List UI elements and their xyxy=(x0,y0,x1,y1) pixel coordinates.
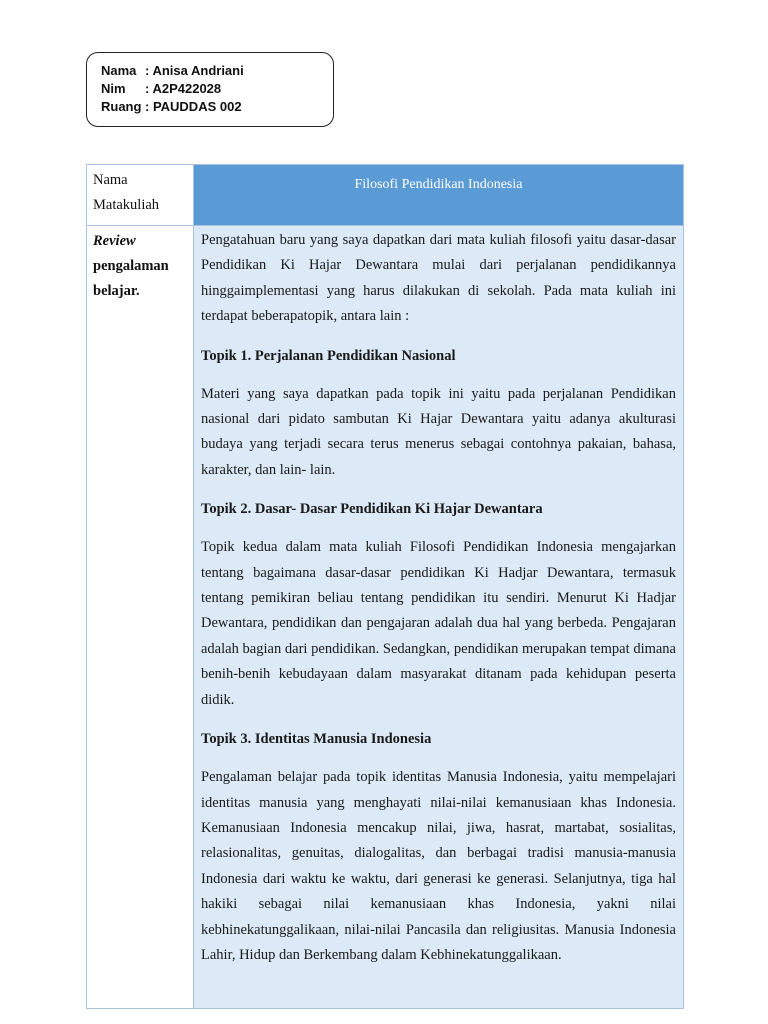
topic-2-title: Topik 2. Dasar- Dasar Pendidikan Ki Hajar Dewantara xyxy=(201,501,543,518)
course-name-label-line1: Nama xyxy=(93,172,128,188)
nim-row xyxy=(101,80,333,98)
student-identity-box xyxy=(86,52,334,127)
name-label: Nama xyxy=(101,63,137,78)
review-label-line2: pengalaman xyxy=(93,258,169,274)
topic-3-body: Pengalaman belajar pada topik identitas Manusia Indonesia, yaitu mempelajari identitas manusia yang menghayati nilai-nilai kemanusiaan khas Indonesia. Kemanusiaan Indonesia mencakup nilai, jiwa, hasrat, martabat, sosialitas, relasionalitas, genuitas, dialogalitas, dan berbagai tradisi manusia-manusia Indonesia dari waktu ke waktu, dari generasi ke generasi. Selanjutnya, tiga hal hakiki sebagai nilai kemanusiaan khas Indonesia, yakni nilai kebhinekatunggalikaan, nilai-nilai Pancasila dan religiusitas. Manusia Indonesia Lahir, Hidup dan Berkembang dalam Kebhinekatunggalikaan. xyxy=(201,769,676,963)
course-title-cell xyxy=(194,165,683,226)
course-name-label-cell xyxy=(87,165,194,226)
nim-label: Nim xyxy=(101,81,126,96)
review-label-cell xyxy=(87,226,194,1008)
course-title: Filosofi Pendidikan Indonesia xyxy=(354,177,523,192)
topic-3-title: Topik 3. Identitas Manusia Indonesia xyxy=(201,731,432,748)
room-row xyxy=(101,98,333,116)
room-label: Ruang xyxy=(101,99,142,114)
topic-2-body: Topik kedua dalam mata kuliah Filosofi Pendidikan Indonesia mengajarkan tentang bagaimana dasar-dasar pendidikan Ki Hadjar Dewantara, termasuk tentang pemikiran beliau tentang pendidikan itu sendiri. Menurut Ki Hadjar Dewantara, pendidikan dan pengajaran adalah dua hal yang berbeda. Pengajaran adalah bagian dari pendidikan. Sedangkan, pendidikan merupakan tempat dimana benih-benih kebudayaan dalam masyarakat ditanam pada kehidupan peserta didik. xyxy=(201,539,676,708)
name-row xyxy=(101,62,333,80)
review-label-line1: Review xyxy=(93,233,136,249)
course-name-label-line2: Matakuliah xyxy=(93,197,160,213)
topic-1-title: Topik 1. Perjalanan Pendidikan Nasional xyxy=(201,347,456,364)
intro-paragraph: Pengatahuan baru yang saya dapatkan dari mata kuliah filosofi yaitu dasar-dasar Pendidikan Ki Hajar Dewantara mulai dari perjalanan pendidikannya hinggaimplementasi yang harus dilakukan di sekolah. Pada mata kuliah ini terdapat beberapatopik, antara lain : xyxy=(201,232,676,325)
review-content-cell xyxy=(194,226,683,1008)
review-label-line3: belajar. xyxy=(93,283,140,299)
nim-value: : A2P422028 xyxy=(145,81,222,96)
room-value: : PAUDDAS 002 xyxy=(145,99,242,114)
course-review-table xyxy=(86,164,684,1009)
name-value: : Anisa Andriani xyxy=(145,63,244,78)
topic-1-body: Materi yang saya dapatkan pada topik ini yaitu pada perjalanan Pendidikan nasional dari pidato sambutan Ki Hajar Dewantara yaitu adanya akulturasi budaya yang terjadi secara terus menerus sebagai contohnya pakaian, bahasa, karakter, dan lain- lain. xyxy=(201,385,676,478)
